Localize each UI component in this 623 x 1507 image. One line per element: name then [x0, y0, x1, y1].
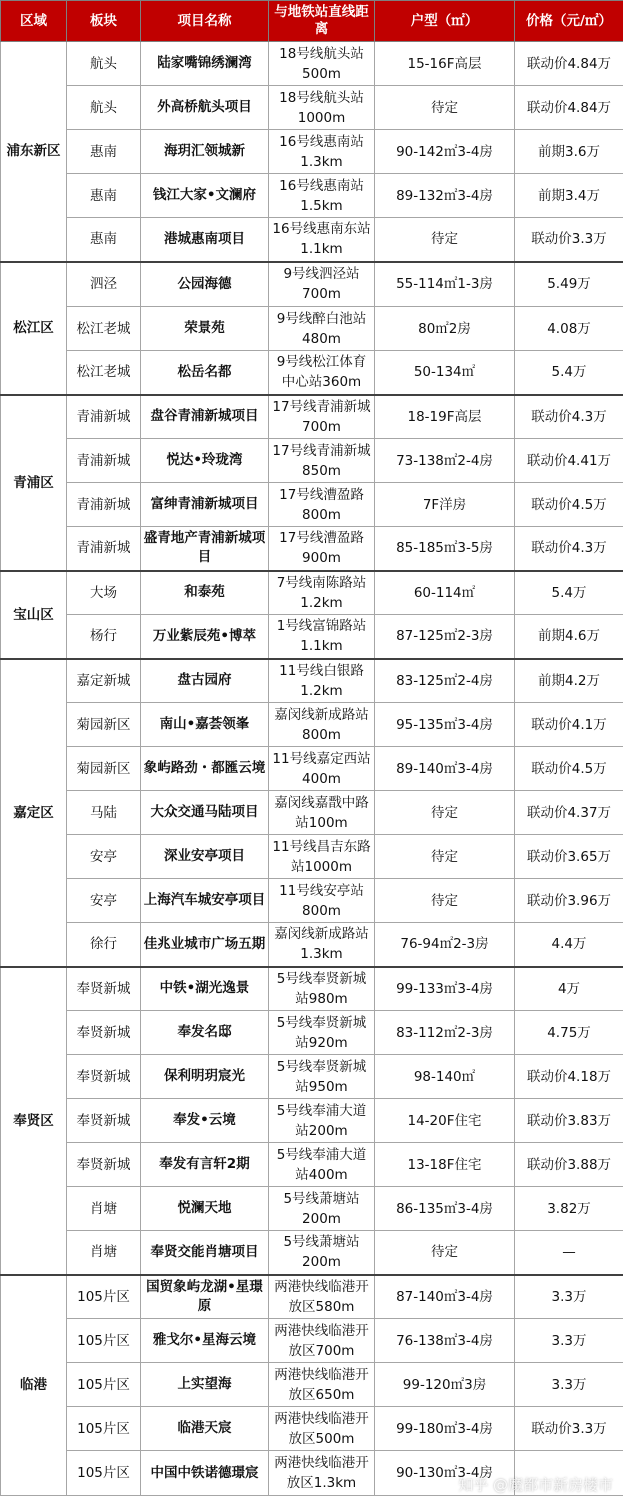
- project-name-cell: 港城惠南项目: [141, 218, 269, 262]
- metro-distance-cell: 9号线松江体育中心站360m: [269, 351, 375, 395]
- table-row: [1, 86, 623, 130]
- unit-type-cell: 55-114㎡1-3房: [375, 262, 515, 307]
- unit-type-cell: 待定: [375, 835, 515, 879]
- table-row: [1, 1187, 623, 1231]
- metro-distance-cell: 嘉闵线新成路站1.3km: [269, 923, 375, 967]
- project-name-cell: 盘谷青浦新城项目: [141, 395, 269, 439]
- price-cell: 前期4.6万: [515, 615, 623, 659]
- price-cell: 联动价4.1万: [515, 703, 623, 747]
- region-cell: 青浦区: [1, 395, 67, 571]
- block-cell: 松江老城: [67, 351, 141, 395]
- price-cell: 联动价4.84万: [515, 86, 623, 130]
- header-row: [1, 1, 623, 42]
- block-cell: 105片区: [67, 1363, 141, 1407]
- block-cell: 杨行: [67, 615, 141, 659]
- block-cell: 奉贤新城: [67, 1055, 141, 1099]
- metro-distance-cell: 5号线奉贤新城站920m: [269, 1011, 375, 1055]
- metro-distance-cell: 嘉闵线嘉戬中路站100m: [269, 791, 375, 835]
- unit-type-cell: 7F洋房: [375, 483, 515, 527]
- project-name-cell: 和泰苑: [141, 571, 269, 615]
- unit-type-cell: 13-18F住宅: [375, 1143, 515, 1187]
- block-cell: 肖塘: [67, 1187, 141, 1231]
- table-row: [1, 218, 623, 262]
- block-cell: 奉贤新城: [67, 967, 141, 1011]
- table-row: [1, 483, 623, 527]
- project-name-cell: 临港天宸: [141, 1407, 269, 1451]
- project-name-cell: 中国中铁诺德璟宸: [141, 1451, 269, 1496]
- block-cell: 嘉定新城: [67, 659, 141, 703]
- price-cell: 联动价4.84万: [515, 42, 623, 86]
- project-name-cell: 国贸象屿龙湖•星璟原: [141, 1275, 269, 1319]
- project-name-cell: 万业紫辰苑•博萃: [141, 615, 269, 659]
- metro-distance-cell: 11号线安亭站800m: [269, 879, 375, 923]
- block-cell: 105片区: [67, 1319, 141, 1363]
- price-cell: 3.3万: [515, 1275, 623, 1319]
- project-name-cell: 富绅青浦新城项目: [141, 483, 269, 527]
- unit-type-cell: 18-19F高层: [375, 395, 515, 439]
- project-name-cell: 奉贤交能肖塘项目: [141, 1231, 269, 1275]
- project-name-cell: 大众交通马陆项目: [141, 791, 269, 835]
- project-name-cell: 盛青地产青浦新城项目: [141, 527, 269, 571]
- metro-distance-cell: 5号线奉浦大道站200m: [269, 1099, 375, 1143]
- price-cell: 联动价4.3万: [515, 395, 623, 439]
- unit-type-cell: 83-125㎡2-4房: [375, 659, 515, 703]
- price-cell: 联动价3.96万: [515, 879, 623, 923]
- unit-type-cell: 待定: [375, 86, 515, 130]
- metro-distance-cell: 1号线富锦路站1.1km: [269, 615, 375, 659]
- price-cell: 联动价3.88万: [515, 1143, 623, 1187]
- block-cell: 惠南: [67, 174, 141, 218]
- project-name-cell: 外高桥航头项目: [141, 86, 269, 130]
- price-cell: 联动价3.65万: [515, 835, 623, 879]
- block-cell: 大场: [67, 571, 141, 615]
- unit-type-cell: 89-132㎡3-4房: [375, 174, 515, 218]
- project-name-cell: 上实望海: [141, 1363, 269, 1407]
- project-name-cell: 盘古园府: [141, 659, 269, 703]
- table-row: [1, 659, 623, 703]
- project-name-cell: 公园海德: [141, 262, 269, 307]
- price-cell: 联动价3.83万: [515, 1099, 623, 1143]
- table-row: [1, 615, 623, 659]
- metro-distance-cell: 17号线漕盈路900m: [269, 527, 375, 571]
- unit-type-cell: 87-125㎡2-3房: [375, 615, 515, 659]
- block-cell: 青浦新城: [67, 439, 141, 483]
- project-name-cell: 钱江大家•文澜府: [141, 174, 269, 218]
- header-project: 项目名称: [141, 1, 269, 42]
- project-name-cell: 奉发名邸: [141, 1011, 269, 1055]
- metro-distance-cell: 7号线南陈路站1.2km: [269, 571, 375, 615]
- metro-distance-cell: 嘉闵线新成路站800m: [269, 703, 375, 747]
- table-row: [1, 1275, 623, 1319]
- project-name-cell: 陆家嘴锦绣澜湾: [141, 42, 269, 86]
- metro-distance-cell: 两港快线临港开放区700m: [269, 1319, 375, 1363]
- project-name-cell: 中铁•湖光逸景: [141, 967, 269, 1011]
- table-row: [1, 967, 623, 1011]
- price-cell: 5.4万: [515, 351, 623, 395]
- price-cell: 4万: [515, 967, 623, 1011]
- unit-type-cell: 50-134㎡: [375, 351, 515, 395]
- metro-distance-cell: 两港快线临港开放区650m: [269, 1363, 375, 1407]
- block-cell: 105片区: [67, 1275, 141, 1319]
- block-cell: 航头: [67, 42, 141, 86]
- table-row: [1, 351, 623, 395]
- project-name-cell: 奉发•云境: [141, 1099, 269, 1143]
- table-row: [1, 439, 623, 483]
- unit-type-cell: 87-140㎡3-4房: [375, 1275, 515, 1319]
- table-row: [1, 1363, 623, 1407]
- metro-distance-cell: 18号线航头站500m: [269, 42, 375, 86]
- block-cell: 青浦新城: [67, 483, 141, 527]
- metro-distance-cell: 11号线嘉定西站400m: [269, 747, 375, 791]
- region-cell: 奉贤区: [1, 967, 67, 1275]
- table-row: [1, 747, 623, 791]
- block-cell: 奉贤新城: [67, 1011, 141, 1055]
- block-cell: 航头: [67, 86, 141, 130]
- metro-distance-cell: 16号线惠南站1.3km: [269, 130, 375, 174]
- unit-type-cell: 待定: [375, 218, 515, 262]
- header-distance: 与地铁站直线距离: [269, 1, 375, 42]
- block-cell: 徐行: [67, 923, 141, 967]
- block-cell: 奉贤新城: [67, 1099, 141, 1143]
- unit-type-cell: 98-140㎡: [375, 1055, 515, 1099]
- region-cell: 松江区: [1, 262, 67, 395]
- project-name-cell: 南山•嘉荟领峯: [141, 703, 269, 747]
- header-region: 区域: [1, 1, 67, 42]
- metro-distance-cell: 9号线泗泾站700m: [269, 262, 375, 307]
- block-cell: 马陆: [67, 791, 141, 835]
- metro-distance-cell: 9号线醉白池站480m: [269, 307, 375, 351]
- block-cell: 肖塘: [67, 1231, 141, 1275]
- table-row: [1, 130, 623, 174]
- table-row: [1, 791, 623, 835]
- block-cell: 惠南: [67, 130, 141, 174]
- project-name-cell: 悦澜天地: [141, 1187, 269, 1231]
- metro-distance-cell: 17号线青浦新城850m: [269, 439, 375, 483]
- metro-distance-cell: 16号线惠南站1.5km: [269, 174, 375, 218]
- project-name-cell: 悦达•玲珑湾: [141, 439, 269, 483]
- table-row: [1, 527, 623, 571]
- unit-type-cell: 99-180㎡3-4房: [375, 1407, 515, 1451]
- project-name-cell: 海玥汇领城新: [141, 130, 269, 174]
- table-row: [1, 174, 623, 218]
- project-name-cell: 上海汽车城安亭项目: [141, 879, 269, 923]
- metro-distance-cell: 5号线奉浦大道站400m: [269, 1143, 375, 1187]
- unit-type-cell: 待定: [375, 791, 515, 835]
- price-cell: —: [515, 1231, 623, 1275]
- table-row: [1, 835, 623, 879]
- metro-distance-cell: 18号线航头站1000m: [269, 86, 375, 130]
- price-cell: 5.49万: [515, 262, 623, 307]
- unit-type-cell: 60-114㎡: [375, 571, 515, 615]
- unit-type-cell: 99-133㎡3-4房: [375, 967, 515, 1011]
- price-cell: 联动价4.18万: [515, 1055, 623, 1099]
- metro-distance-cell: 两港快线临港开放区580m: [269, 1275, 375, 1319]
- block-cell: 青浦新城: [67, 527, 141, 571]
- table-row: [1, 1319, 623, 1363]
- unit-type-cell: 90-142㎡3-4房: [375, 130, 515, 174]
- block-cell: 菊园新区: [67, 703, 141, 747]
- unit-type-cell: 95-135㎡3-4房: [375, 703, 515, 747]
- block-cell: 松江老城: [67, 307, 141, 351]
- header-block: 板块: [67, 1, 141, 42]
- unit-type-cell: 76-94㎡2-3房: [375, 923, 515, 967]
- price-cell: 3.82万: [515, 1187, 623, 1231]
- block-cell: 奉贤新城: [67, 1143, 141, 1187]
- metro-distance-cell: 11号线昌吉东路站1000m: [269, 835, 375, 879]
- table-row: [1, 1231, 623, 1275]
- price-cell: 4.08万: [515, 307, 623, 351]
- price-cell: 3.3万: [515, 1319, 623, 1363]
- unit-type-cell: 86-135㎡3-4房: [375, 1187, 515, 1231]
- metro-distance-cell: 5号线奉贤新城站950m: [269, 1055, 375, 1099]
- unit-type-cell: 90-130㎡3-4房: [375, 1451, 515, 1496]
- metro-distance-cell: 5号线萧塘站200m: [269, 1231, 375, 1275]
- price-cell: 联动价3.3万: [515, 218, 623, 262]
- price-cell: 前期4.2万: [515, 659, 623, 703]
- table-row: [1, 1407, 623, 1451]
- block-cell: 泗泾: [67, 262, 141, 307]
- unit-type-cell: 76-138㎡3-4房: [375, 1319, 515, 1363]
- table-row: [1, 1011, 623, 1055]
- table-row: [1, 923, 623, 967]
- project-name-cell: 松岳名都: [141, 351, 269, 395]
- metro-distance-cell: 11号线白银路1.2km: [269, 659, 375, 703]
- price-cell: 联动价4.5万: [515, 747, 623, 791]
- table-row: [1, 262, 623, 307]
- unit-type-cell: 83-112㎡2-3房: [375, 1011, 515, 1055]
- price-cell: 5.4万: [515, 571, 623, 615]
- price-cell: 3.3万: [515, 1363, 623, 1407]
- watermark: 知乎 @魔都市新房楼市: [458, 1476, 613, 1494]
- metro-distance-cell: 5号线萧塘站200m: [269, 1187, 375, 1231]
- unit-type-cell: 待定: [375, 1231, 515, 1275]
- price-cell: 前期3.4万: [515, 174, 623, 218]
- project-name-cell: 雅戈尔•星海云境: [141, 1319, 269, 1363]
- metro-distance-cell: 5号线奉贤新城站980m: [269, 967, 375, 1011]
- unit-type-cell: 89-140㎡3-4房: [375, 747, 515, 791]
- project-name-cell: 荣景苑: [141, 307, 269, 351]
- unit-type-cell: 80㎡2房: [375, 307, 515, 351]
- table-row: [1, 1055, 623, 1099]
- price-cell: 联动价4.37万: [515, 791, 623, 835]
- metro-distance-cell: 两港快线临港开放区500m: [269, 1407, 375, 1451]
- block-cell: 安亭: [67, 879, 141, 923]
- block-cell: 105片区: [67, 1407, 141, 1451]
- table-body: [1, 42, 623, 1496]
- project-name-cell: 奉发有言轩2期: [141, 1143, 269, 1187]
- table-row: [1, 1099, 623, 1143]
- price-cell: 4.75万: [515, 1011, 623, 1055]
- region-cell: 嘉定区: [1, 659, 67, 967]
- block-cell: 安亭: [67, 835, 141, 879]
- header-price: 价格（元/㎡）: [515, 1, 623, 42]
- region-cell: 浦东新区: [1, 42, 67, 262]
- unit-type-cell: 99-120㎡3房: [375, 1363, 515, 1407]
- unit-type-cell: 14-20F住宅: [375, 1099, 515, 1143]
- block-cell: 菊园新区: [67, 747, 141, 791]
- unit-type-cell: 待定: [375, 879, 515, 923]
- table-row: [1, 703, 623, 747]
- region-cell: 临港: [1, 1275, 67, 1496]
- price-cell: 联动价3.3万: [515, 1407, 623, 1451]
- block-cell: 惠南: [67, 218, 141, 262]
- project-name-cell: 保利明玥宸光: [141, 1055, 269, 1099]
- block-cell: 青浦新城: [67, 395, 141, 439]
- table-row: [1, 395, 623, 439]
- price-cell: 联动价4.3万: [515, 527, 623, 571]
- table-row: [1, 42, 623, 86]
- table-row: [1, 307, 623, 351]
- unit-type-cell: 15-16F高层: [375, 42, 515, 86]
- region-cell: 宝山区: [1, 571, 67, 659]
- project-name-cell: 佳兆业城市广场五期: [141, 923, 269, 967]
- metro-distance-cell: 两港快线临港开放区1.3km: [269, 1451, 375, 1496]
- project-name-cell: 深业安亭项目: [141, 835, 269, 879]
- price-cell: 联动价4.5万: [515, 483, 623, 527]
- metro-distance-cell: 17号线漕盈路800m: [269, 483, 375, 527]
- price-cell: 前期3.6万: [515, 130, 623, 174]
- metro-distance-cell: 16号线惠南东站1.1km: [269, 218, 375, 262]
- metro-distance-cell: 17号线青浦新城700m: [269, 395, 375, 439]
- price-cell: 4.4万: [515, 923, 623, 967]
- unit-type-cell: 85-185㎡3-5房: [375, 527, 515, 571]
- unit-type-cell: 73-138㎡2-4房: [375, 439, 515, 483]
- block-cell: 105片区: [67, 1451, 141, 1496]
- table-row: [1, 571, 623, 615]
- header-unit-type: 户型（㎡）: [375, 1, 515, 42]
- table-row: [1, 1143, 623, 1187]
- table-row: [1, 879, 623, 923]
- price-cell: 联动价4.41万: [515, 439, 623, 483]
- project-name-cell: 象屿路劲・都匯云境: [141, 747, 269, 791]
